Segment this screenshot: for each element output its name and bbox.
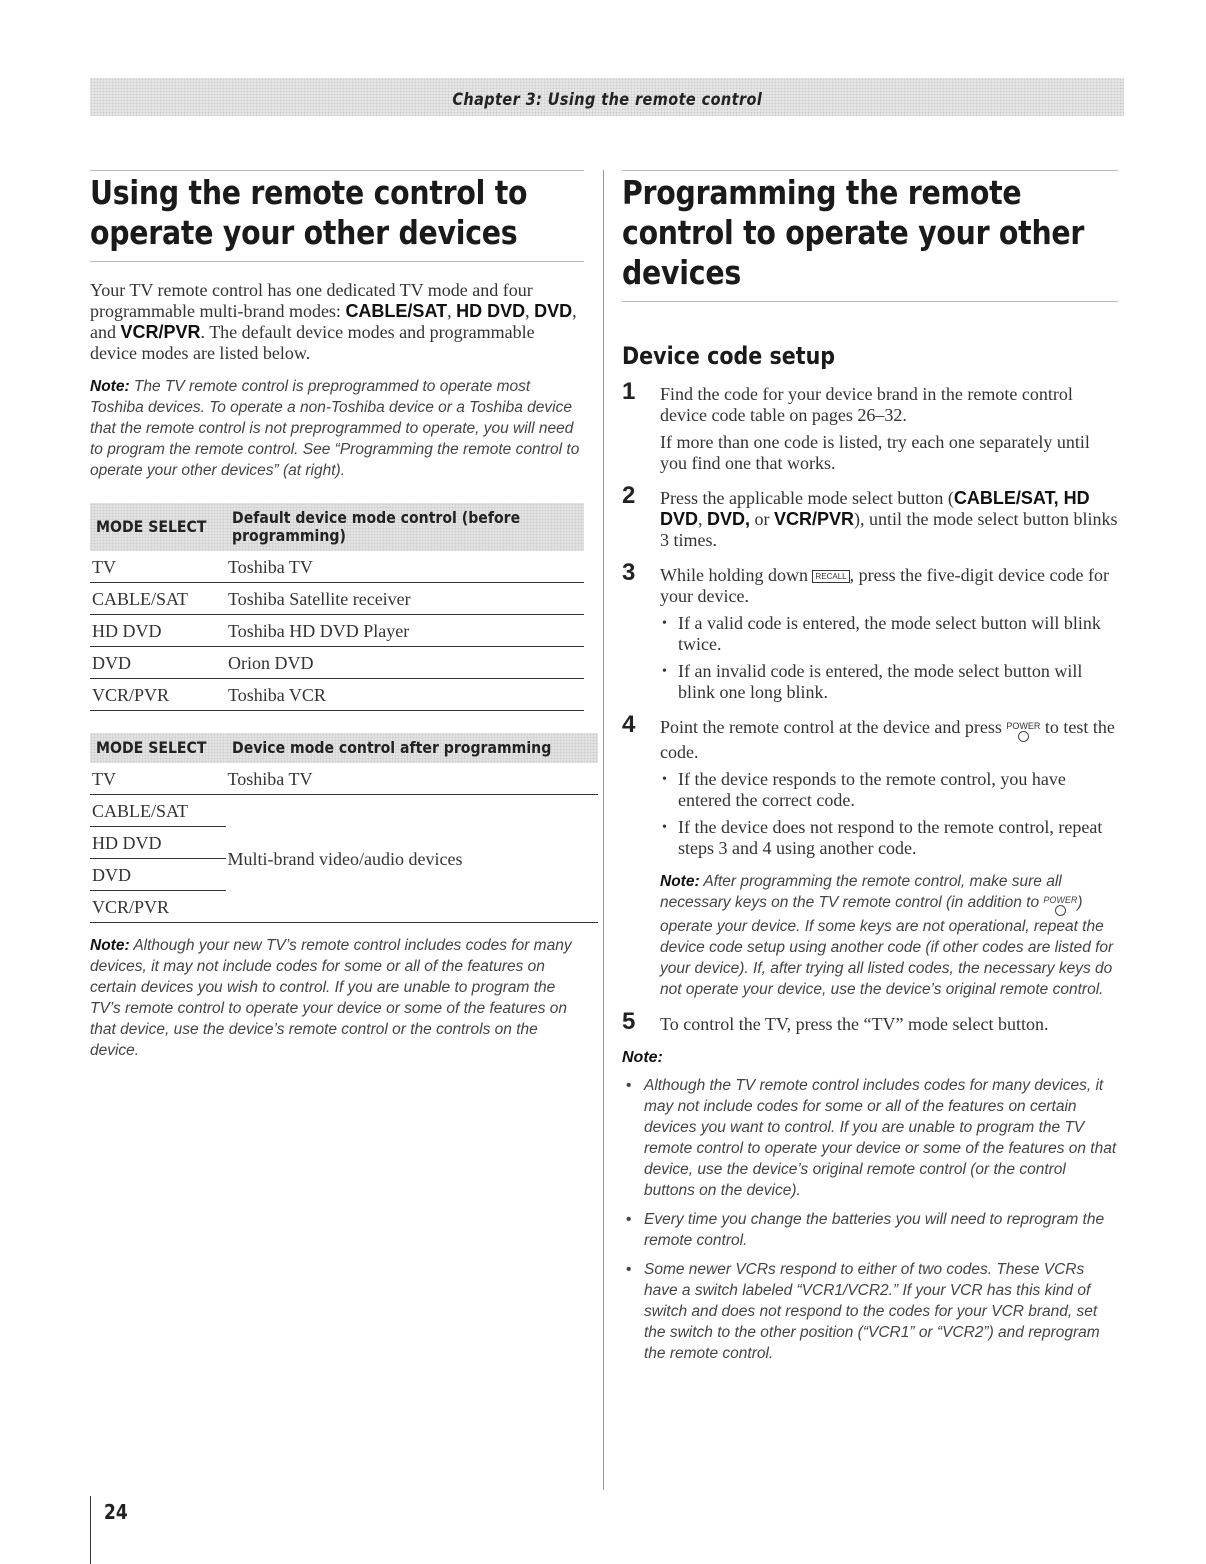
table-cell-device: Toshiba VCR [226,679,584,711]
mode-hd-dvd: HD DVD [456,301,526,321]
intro-sep-1: , [447,301,457,321]
note-bullet: • Some newer VCRs respond to either of two codes. These VCRs have a switch labeled “VCR1/VCR2.” If your VCR has this kind of switch and does not respond to the codes for your VCR brand, set the switch to the other position (“VCR1” or “VCR2”) and reprogram the remote control. [622,1259,1118,1364]
table-cell-mode: DVD [90,647,226,679]
power-key-icon: POWER [1043,896,1077,916]
table-row [90,795,598,827]
step-text: Press the applicable mode select button (CABLE/SAT, HD DVD, DVD, or VCR/PVR), until the mode select button blinks 3 times. [660,488,1118,550]
table-cell-mode: DVD [90,859,226,891]
intro-paragraph [90,280,584,364]
table-row [90,583,584,615]
column-divider [603,170,604,1490]
intro-text-1: Your TV remote control has one dedicated TV mode and four programmable multi-brand modes: [90,280,533,321]
note-label: Note: [90,378,130,395]
step-text: Point the remote control at the device and press POWER to test the code. [660,717,1115,762]
step-number: 3 [622,559,636,586]
table-row [90,615,584,647]
step-text: To control the TV, press the “TV” mode select button. [660,1014,1049,1034]
step-4 [622,711,1118,1000]
table-cell-mode: VCR/PVR [90,891,226,923]
programmed-mode-table [90,733,598,923]
table-cell-device: Toshiba TV [226,551,584,583]
left-section-title: Using the remote control to operate your other devices [90,173,528,252]
table-cell-mode: TV [90,551,226,583]
table-cell-device: Toshiba TV [226,763,599,795]
table-cell-device: Toshiba HD DVD Player [226,615,584,647]
step-number: 4 [622,711,636,738]
power-key-icon: POWER [1006,722,1040,742]
left-column [90,170,584,1061]
table-header-after-programming: Device mode control after programming [226,733,599,763]
intro-text-2: . The default device modes and programmable device modes are listed below. [90,322,535,363]
step-number: 1 [622,378,636,405]
step-text: While holding down RECALL , press the five-digit device code for your device. [660,565,1110,606]
step-3 [622,559,1118,703]
note-codes-limits [90,935,584,1061]
step-1 [622,378,1118,474]
table-cell-mode: HD DVD [90,615,226,647]
note-preprogrammed [90,376,584,481]
table-row [90,647,584,679]
table-header-default-control: Default device mode control (before programming) [226,503,584,551]
page-number-rule [90,1496,91,1564]
left-heading-box [90,170,584,262]
table-row [90,551,584,583]
chapter-header-bar [90,78,1124,116]
mode-dvd: DVD [534,301,573,321]
step-number: 2 [622,482,636,509]
table-cell-multi-brand: Multi-brand video/audio devices [226,795,599,923]
intro-sep-3: , and [90,301,577,342]
step-number: 5 [622,1008,636,1035]
mode-cable-sat: CABLE/SAT [345,301,448,321]
table-row [90,679,584,711]
step-5 [622,1008,1118,1035]
table-cell-mode: HD DVD [90,827,226,859]
table-cell-mode: VCR/PVR [90,679,226,711]
note-label: Note: [660,873,700,890]
step-subtext: If more than one code is listed, try each one separately until you find one that works. [660,432,1090,473]
right-heading-box [622,170,1118,302]
mode-dvd-bold: DVD, [707,509,751,529]
step-bullet: • If the device responds to the remote control, you have entered the correct code. [660,769,1118,811]
final-note [622,1049,1118,1364]
step-bullet: • If an invalid code is entered, the mode select button will blink one long blink. [660,661,1118,703]
table-header-mode-select: MODE SELECT [90,503,226,551]
table-cell-mode: TV [90,763,226,795]
recall-key-icon: RECALL [812,570,849,583]
note-text: Although your new TV’s remote control includes codes for many devices, it may not include codes for some or all of the features on certain devices you wish to control. If you are unable to program the TV’s remote control to operate your device or some of the features on that device, use the device’s remote control or the controls on the device. [90,937,572,1059]
note-text: The TV remote control is preprogrammed to operate most Toshiba devices. To operate a non-Toshiba device or a Toshiba device that the remote control is not preprogrammed to operate, you will need to program the remote control. See “Programming the remote control to operate your other devices” (at right). [90,378,580,479]
table-cell-mode: CABLE/SAT [90,795,226,827]
step-bullet: • If the device does not respond to the remote control, repeat steps 3 and 4 using another code. [660,817,1118,859]
page-number: 24 [104,1500,128,1524]
step-text: Find the code for your device brand in the remote control device code table on pages 26–32. [660,384,1073,425]
note-label: Note: [90,937,130,954]
note-bullet: • Every time you change the batteries you will need to reprogram the remote control. [622,1209,1118,1251]
mode-vcr-pvr: VCR/PVR [120,322,201,342]
chapter-title: Chapter 3: Using the remote control [452,90,762,110]
table-cell-mode: CABLE/SAT [90,583,226,615]
mode-vcr-bold: VCR/PVR [774,509,855,529]
note-after-programming: Note: After programming the remote control, make sure all necessary keys on the TV remote control (in addition to POWER ) operate your device. If some keys are not operational, repeat the device code setup using another code (if other codes are listed for your device). If, after trying all listed codes, the necessary keys do not operate your device, use the device’s original remote control. [660,873,1114,998]
intro-sep-2: , [525,301,535,321]
step-2 [622,482,1118,551]
table-cell-device: Toshiba Satellite receiver [226,583,584,615]
step-bullet: • If a valid code is entered, the mode select button will blink twice. [660,613,1118,655]
table-cell-device: Orion DVD [226,647,584,679]
right-column [622,170,1118,1364]
right-section-title: Programming the remote control to operate your other devices [622,173,1085,292]
table-header-mode-select: MODE SELECT [90,733,226,763]
table-row [90,763,598,795]
note-label: Note: [622,1049,663,1066]
device-code-setup-heading: Device code setup [622,342,836,370]
mode-buttons-bold: CABLE/SAT, HD DVD [660,488,1090,529]
default-mode-table [90,503,584,711]
note-bullet: • Although the TV remote control includes codes for many devices, it may not include codes for some or all of the features on certain devices you want to control. If you are unable to program the TV remote control to operate your device or some of the features on that device, use the device’s original remote control (or the control buttons on the device). [622,1075,1118,1201]
